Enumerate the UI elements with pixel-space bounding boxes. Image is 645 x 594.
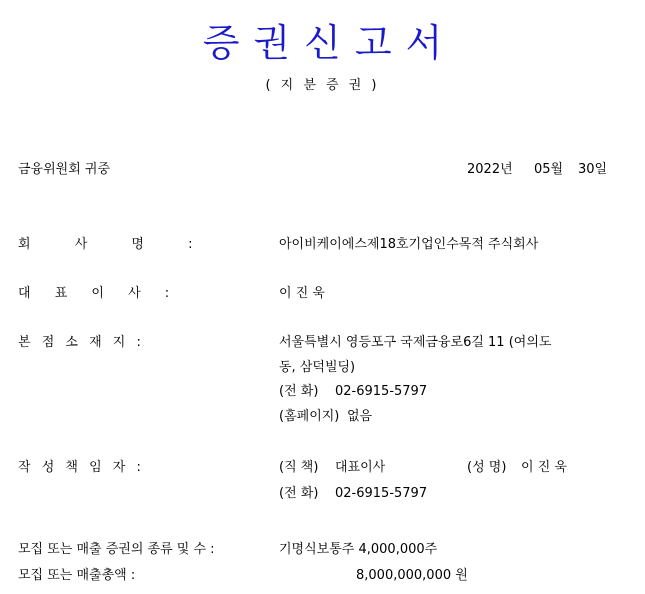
preparer-title-value: 대표이사 (335, 460, 386, 475)
offering-amount-label: 모집 또는 매출총액 : (18, 568, 136, 583)
document-title: 증권신고서 (202, 21, 457, 65)
offering-amount-value: 8,000,000,000 원 (356, 568, 468, 583)
date-month: 05월 (534, 162, 564, 177)
document-subtitle: ( 지 분 증 권 ) (265, 78, 380, 93)
offering-type-value: 기명식보통주 4,000,000주 (279, 542, 438, 557)
hq-address-line1: 서울특별시 영등포구 국제금융로6길 11 (여의도 (279, 335, 552, 350)
company-name-value: 아이비케이에스제18호기업인수목적 주식회사 (279, 237, 539, 252)
ceo-label: 대 표 이 사 : (18, 286, 170, 301)
hq-phone-label: (전 화) (279, 384, 319, 399)
preparer-name-label: (성 명) (467, 460, 507, 475)
preparer-phone: 02-6915-5797 (335, 486, 428, 501)
hq-phone: 02-6915-5797 (335, 384, 428, 399)
company-name-label: 회 사 명 : (18, 237, 193, 252)
hq-homepage: 없음 (347, 409, 373, 424)
preparer-phone-label: (전 화) (279, 486, 319, 501)
hq-label: 본 점 소 재 지 : (18, 335, 141, 350)
hq-homepage-label: (홈페이지) (279, 409, 340, 424)
preparer-name-value: 이 진 욱 (521, 460, 567, 475)
date-day: 30일 (578, 162, 608, 177)
date-year: 2022년 (467, 162, 513, 177)
preparer-title-label: (직 책) (279, 460, 319, 475)
ceo-value: 이 진 욱 (279, 286, 325, 301)
preparer-label: 작 성 책 임 자 : (18, 460, 141, 475)
offering-type-label: 모집 또는 매출 증권의 종류 및 수 : (18, 542, 215, 557)
hq-address-line2: 동, 삼덕빌딩) (279, 360, 356, 375)
recipient: 금융위원회 귀중 (18, 162, 111, 177)
